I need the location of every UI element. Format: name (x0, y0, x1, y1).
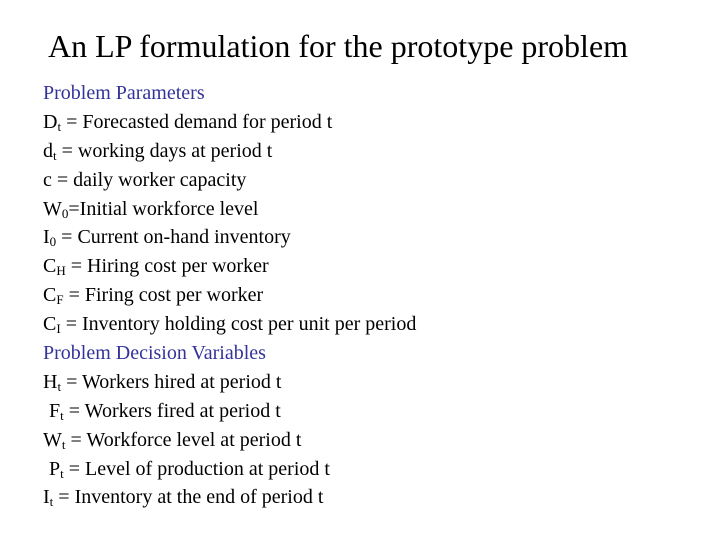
variable-fired: $F_t$ = Workers fired at period t (49, 399, 281, 423)
slide-title: An LP formulation for the prototype problem (48, 28, 629, 64)
parameter-demand: $D_t$ = Forecasted demand for period t (43, 110, 333, 134)
parameter-holding-cost: $C_I$ = Inventory holding cost per unit per period (43, 313, 417, 337)
parameter-working-days: $d_t$ = working days at period t (43, 139, 273, 163)
variable-workforce: $W_t$ = Workforce level at period t (43, 428, 302, 452)
parameters-heading: Problem Parameters (43, 82, 205, 104)
variables-heading: Problem Decision Variables (43, 342, 266, 365)
variable-hired: $H_t$ = Workers hired at period t (43, 370, 282, 394)
parameter-initial-inventory: $I_0$ = Current on-hand inventory (43, 226, 291, 250)
parameter-worker-capacity: c = daily worker capacity (43, 168, 247, 191)
variable-inventory: $I_t$ = Inventory at the end of period t (43, 486, 324, 510)
slide-body (43, 79, 416, 512)
parameter-initial-workforce: $W_0=Initial$ workforce level (43, 197, 259, 221)
parameter-firing-cost: $C_F$ = Firing cost per worker (43, 284, 264, 308)
variable-production: $P_t$ = Level of production at period t (49, 457, 330, 481)
parameter-hiring-cost: $C_H$ = Hiring cost per worker (43, 255, 269, 279)
